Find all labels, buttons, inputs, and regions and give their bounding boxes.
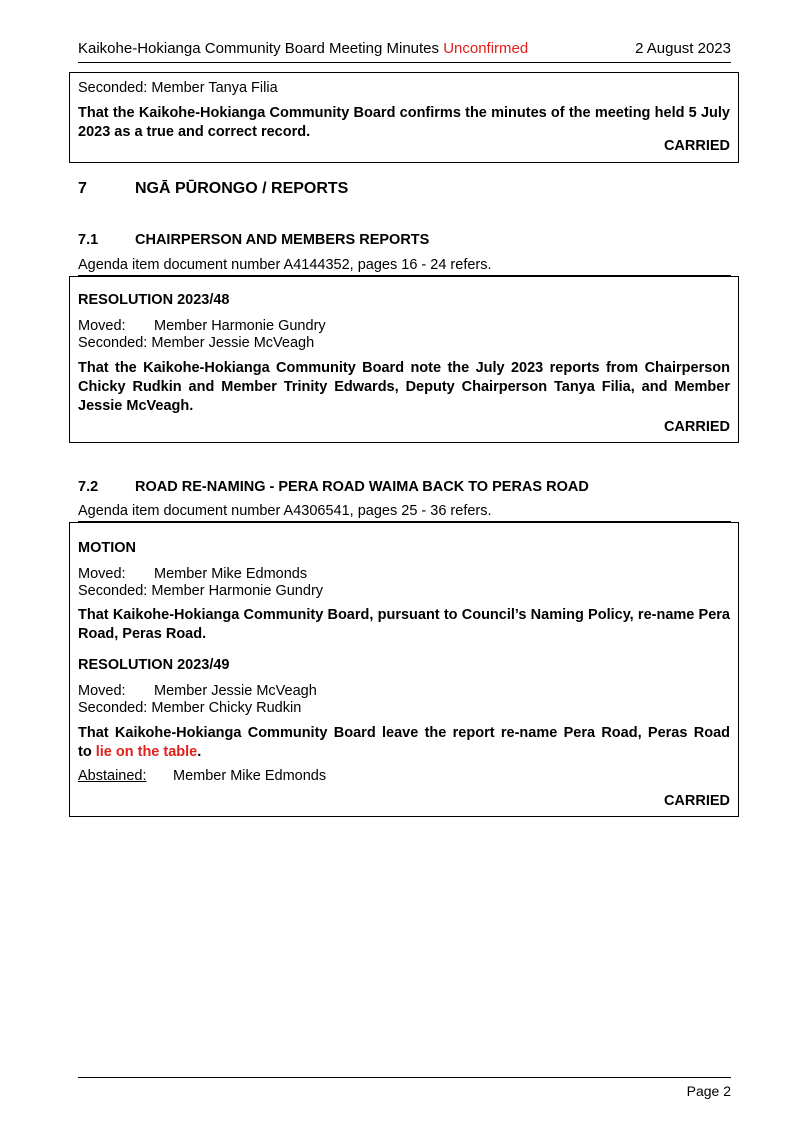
motion-title: MOTION bbox=[78, 540, 136, 556]
moved-label: Moved: bbox=[78, 683, 126, 699]
seconded-line bbox=[78, 80, 278, 97]
item-7-2-number: 7.2 bbox=[78, 479, 99, 495]
seconded-label: Seconded: bbox=[78, 583, 148, 599]
section-number: 7 bbox=[78, 180, 87, 197]
previous-motion-result: CARRIED bbox=[663, 138, 730, 154]
motion-moved bbox=[78, 566, 307, 583]
resolution-2023-48-box bbox=[69, 276, 739, 443]
moved-label: Moved: bbox=[78, 318, 126, 334]
seconded-value: Member Harmonie Gundry bbox=[151, 583, 324, 599]
resolution-2023-49-box bbox=[69, 522, 739, 817]
resolution-2023-49-moved bbox=[78, 683, 317, 700]
page-header bbox=[78, 40, 731, 63]
text-suffix: . bbox=[197, 744, 202, 760]
item-7-1-agenda: Agenda item document number A4144352, pages 16 - 24 refers. bbox=[78, 257, 731, 276]
previous-motion-box bbox=[69, 72, 739, 163]
motion-text: That Kaikohe-Hokianga Community Board, pursuant to Council’s Naming Policy, re-name Pera Road, Peras Road. bbox=[78, 607, 730, 642]
header-title bbox=[78, 40, 528, 57]
moved-label: Moved: bbox=[78, 566, 126, 582]
resolution-2023-48-moved bbox=[78, 318, 326, 335]
resolution-2023-48-text: That the Kaikohe-Hokianga Community Board note the July 2023 reports from Chairperson Chicky Rudkin and Member Trinity Edwards, Deputy Chairperson Tanya Filia, and Member Jessie McVeagh. bbox=[78, 360, 730, 414]
resolution-2023-49-text-line1: That Kaikohe-Hokianga Community Board leave the report re-name Pera Road, Peras Road bbox=[78, 725, 730, 741]
seconded-value: Member Chicky Rudkin bbox=[151, 700, 302, 716]
lie-on-table-text: lie on the table bbox=[95, 744, 198, 760]
header-date: 2 August 2023 bbox=[635, 40, 731, 57]
motion-seconded bbox=[78, 583, 323, 600]
resolution-2023-48-seconded bbox=[78, 335, 314, 352]
abstained-line bbox=[78, 768, 326, 785]
moved-value: Member Jessie McVeagh bbox=[154, 683, 317, 699]
resolution-2023-49-title: RESOLUTION 2023/49 bbox=[78, 657, 230, 673]
resolution-2023-48-title: RESOLUTION 2023/48 bbox=[78, 292, 230, 308]
footer-rule bbox=[78, 1077, 731, 1078]
resolution-2023-49-text-line2 bbox=[78, 743, 201, 762]
header-status: Unconfirmed bbox=[443, 40, 529, 57]
text-prefix: to bbox=[78, 744, 92, 760]
seconded-label: Seconded: bbox=[78, 700, 148, 716]
item-7-1-title: CHAIRPERSON AND MEMBERS REPORTS bbox=[135, 232, 430, 248]
resolution-2023-49-result: CARRIED bbox=[663, 793, 730, 809]
header-title-text: Kaikohe-Hokianga Community Board Meeting Minutes bbox=[78, 40, 440, 57]
item-7-1-number: 7.1 bbox=[78, 232, 99, 248]
section-title: NGĀ PŪRONGO / REPORTS bbox=[135, 180, 349, 197]
item-7-2-title: ROAD RE-NAMING - PERA ROAD WAIMA BACK TO PERAS ROAD bbox=[135, 479, 589, 495]
resolution-2023-49-seconded bbox=[78, 700, 301, 717]
abstained-label: Abstained: bbox=[78, 768, 147, 784]
resolution-2023-48-result: CARRIED bbox=[663, 419, 730, 435]
moved-value: Member Harmonie Gundry bbox=[154, 318, 326, 334]
abstained-value: Member Mike Edmonds bbox=[173, 768, 327, 784]
seconded-label: Seconded: bbox=[78, 80, 148, 96]
page-number: Page 2 bbox=[686, 1083, 731, 1099]
seconded-value: Member Jessie McVeagh bbox=[151, 335, 315, 351]
seconded-value: Member Tanya Filia bbox=[151, 80, 278, 96]
item-7-2-agenda: Agenda item document number A4306541, pages 25 - 36 refers. bbox=[78, 503, 731, 522]
moved-value: Member Mike Edmonds bbox=[154, 566, 308, 582]
previous-motion-text: That the Kaikohe-Hokianga Community Board confirms the minutes of the meeting held 5 July 2023 as a true and correct record. bbox=[78, 105, 730, 140]
seconded-label: Seconded: bbox=[78, 335, 148, 351]
